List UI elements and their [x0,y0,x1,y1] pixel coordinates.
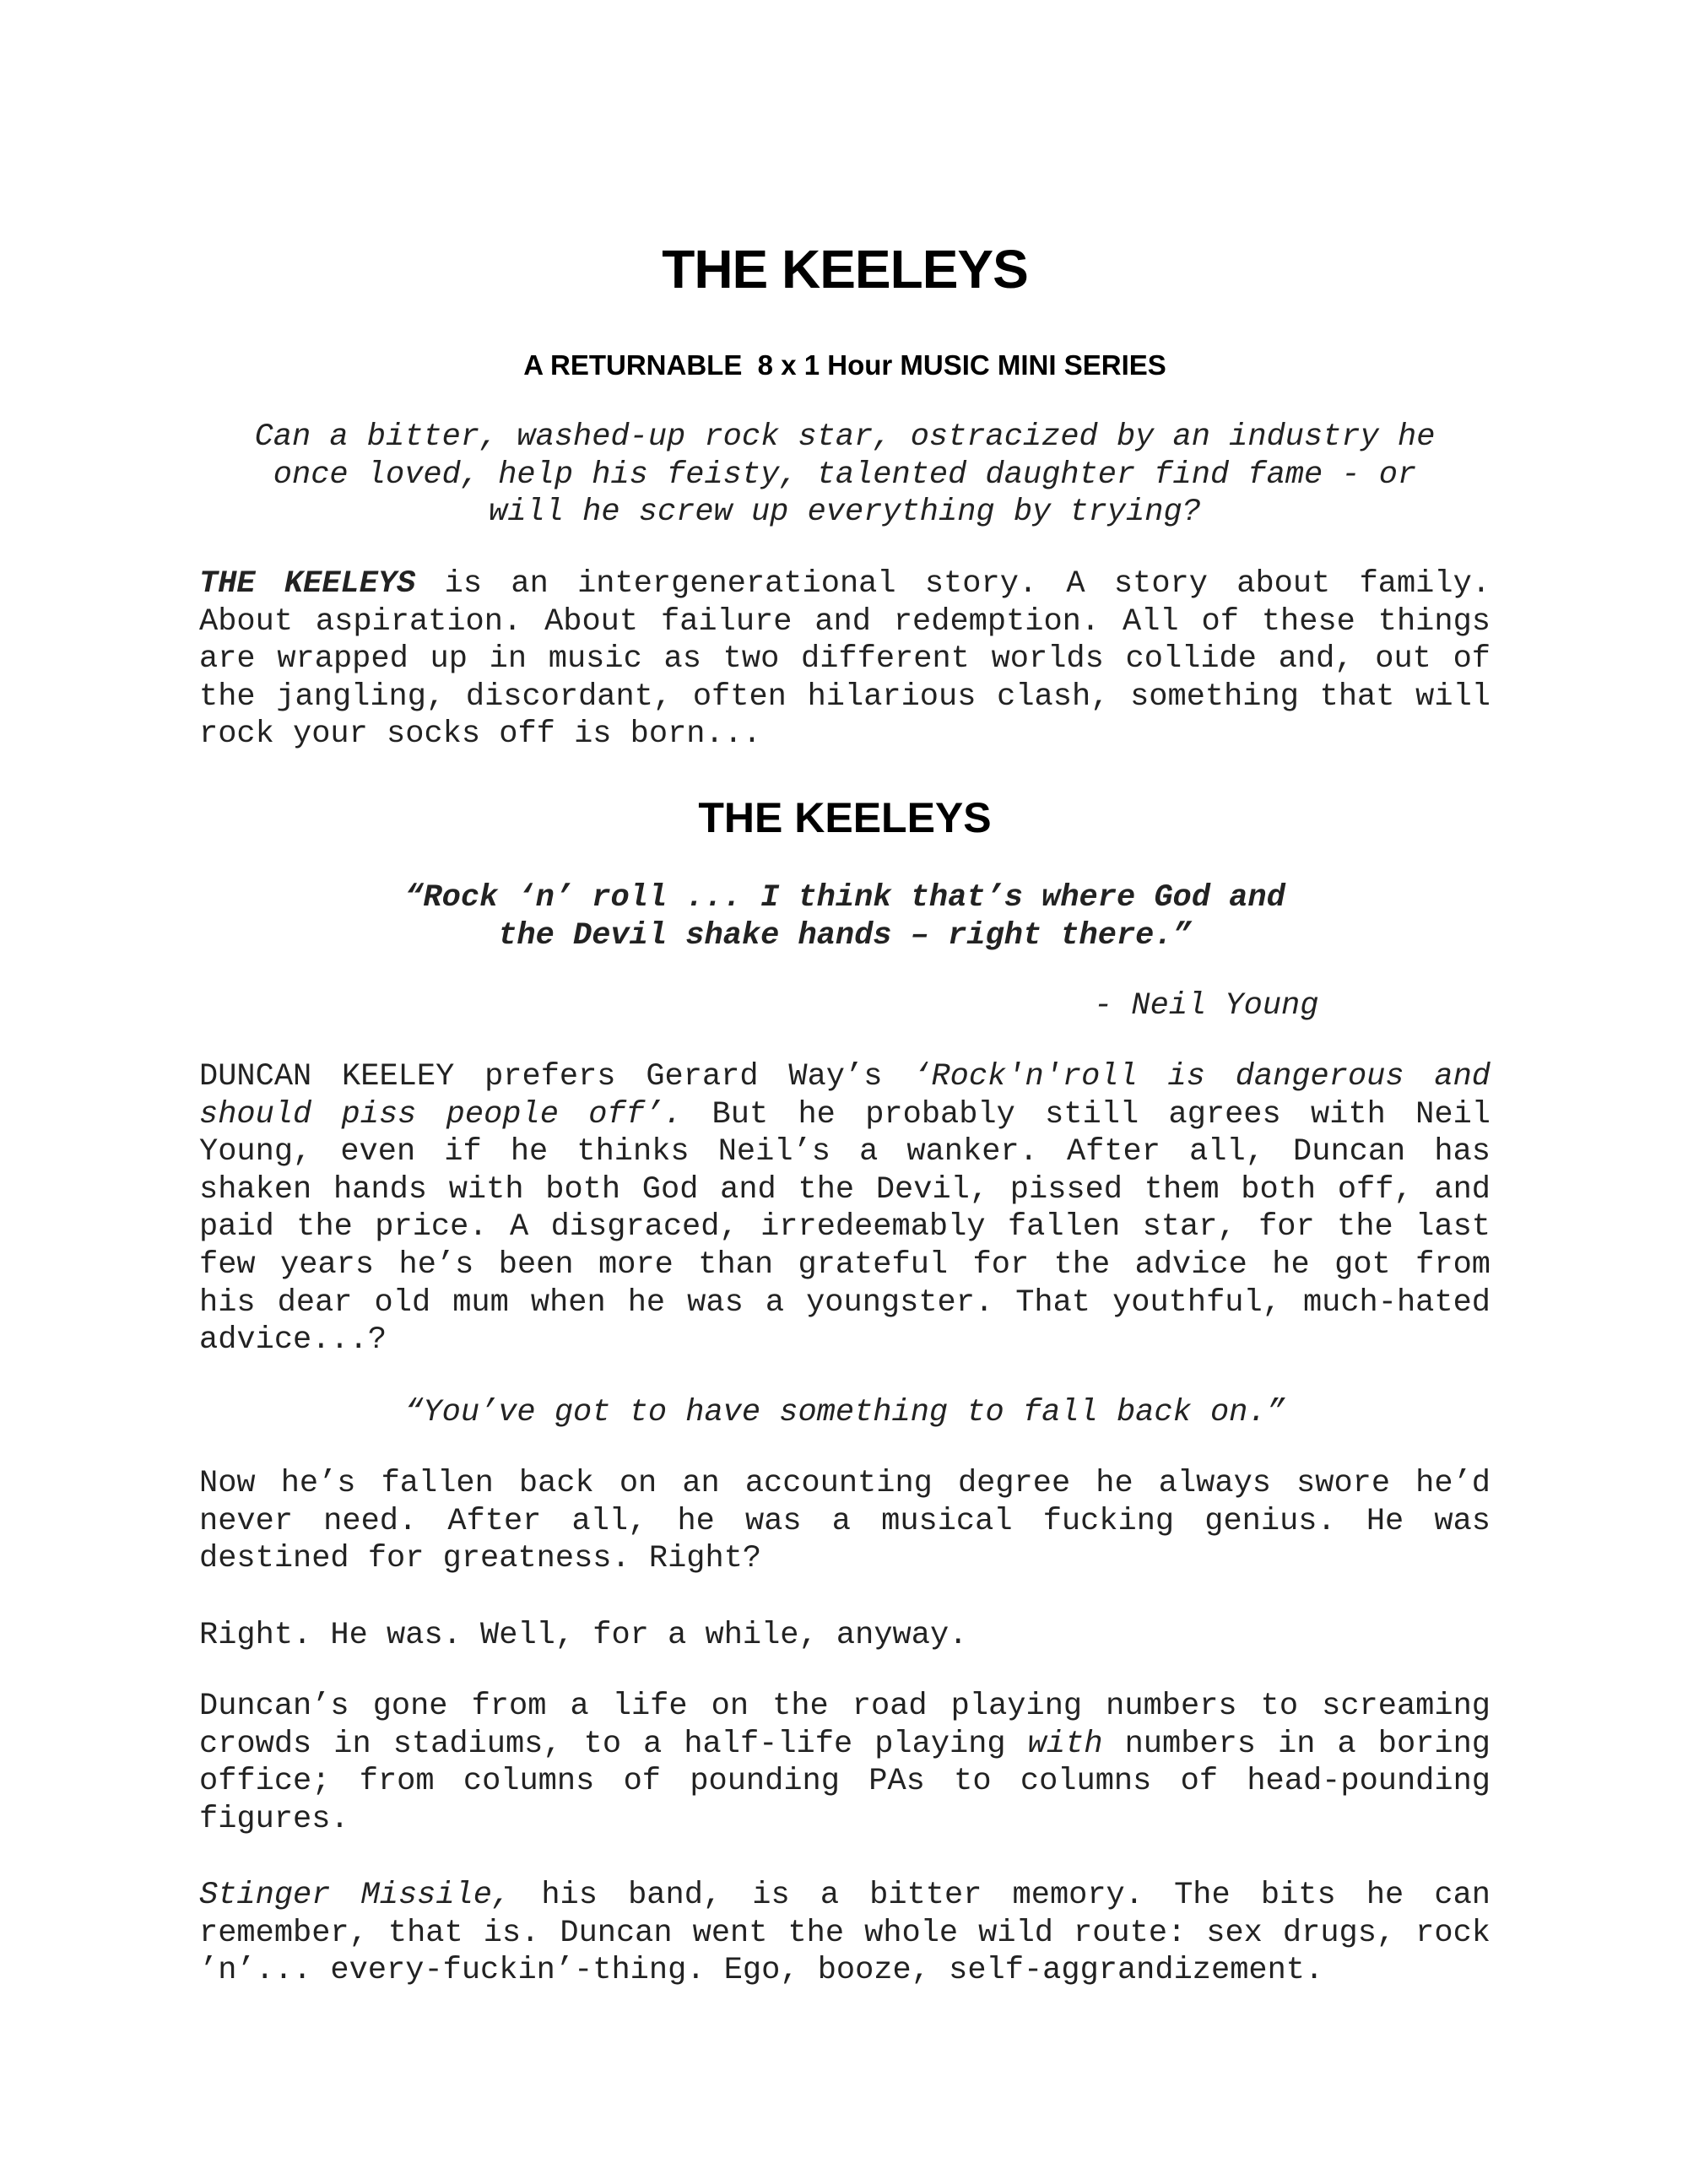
series-subtitle: A RETURNABLE 8 x 1 Hour MUSIC MINI SERIES [523,349,1166,381]
quote-line: the Devil shake hands – right there.” [498,917,1192,954]
duncan-start: DUNCAN KEELEY prefers Gerard Way’s [199,1059,913,1095]
intro-paragraph [199,565,1491,754]
right-paragraph: Right. He was. Well, for a while, anyway. [199,1618,968,1653]
logline-line: once loved, help his feisty, talented daughter find fame - or [273,457,1417,493]
section-title: THE KEELEYS [698,794,992,841]
logline-line: Can a bitter, washed-up rock star, ostracized by an industry he [254,419,1436,455]
duncan-rest: But he probably still agrees with Neil Young, even if he thinks Neil’s a wanker. After all, Duncan has shaken hands with both God and the Devil, pissed them both off, and paid the price. A disgraced, irredeemably fallen star, for the last few years he’s been more than grateful for the advice he got from his dear old mum when he was a youngster. That youthful, much-hated advice...? [199,1096,1491,1359]
intro-lead: THE KEELEYS [199,566,416,602]
quote-line: “Rock ‘n’ roll ... I think that’s where God and [404,880,1285,916]
quote-attribution: - Neil Young [1094,988,1319,1024]
stinger-rest: his band, is a bitter memory. The bits he can remember, that is. Duncan went the whole wild route: sex drugs, rock ’n’... every-fuckin’-thing. Ego, booze, self-aggrandizement. [199,1878,1491,1989]
fallback-quote: “You’ve got to have something to fall back on.” [404,1395,1285,1430]
intro-text: is an intergenerational story. A story about family. About aspiration. About failure and redemption. All of these things are wrapped up in music as two different worlds collide and, out of the jangling, discordant, often hilarious clash, something that will rock your socks off is born... [199,566,1491,753]
gone-emphasis: with [1027,1726,1103,1762]
gerard-way-quote: ‘Rock'n'roll is dangerous and should piss people off’. [199,1059,1491,1133]
gone-rest: numbers in a boring office; from columns of pounding PAs to columns of head-pounding figures. [199,1726,1491,1837]
gone-start: Duncan’s gone from a life on the road playing numbers to screaming crowds in stadiums, to a half-life playing [199,1689,1491,1762]
now-paragraph: Now he’s fallen back on an accounting degree he always swore he’d never need. After all, he was a musical fucking genius. He was destined for greatness. Right? [199,1466,1491,1577]
stinger-paragraph [199,1877,1491,1990]
band-name: Stinger Missile, [199,1878,511,1913]
document-title: THE KEELEYS [662,239,1028,300]
logline [199,419,1491,532]
gone-paragraph [199,1688,1491,1838]
neil-young-quote [199,879,1491,954]
duncan-paragraph [199,1058,1491,1360]
logline-line: will he screw up everything by trying? [489,495,1201,531]
